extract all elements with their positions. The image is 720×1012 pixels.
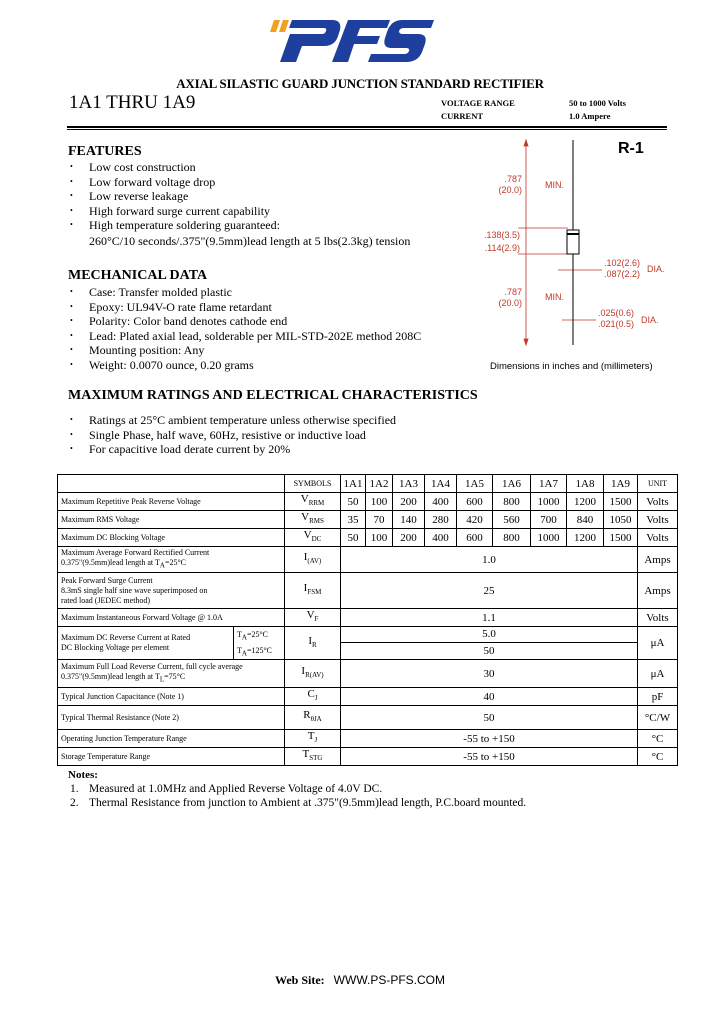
param-symbol: $I_{R(AV)}$	[285, 660, 341, 688]
value-cell: 50	[341, 493, 366, 511]
value-cell: 1500	[604, 493, 638, 511]
unit-cell: Volts	[638, 493, 678, 511]
part-header: 1A9	[604, 475, 638, 493]
table-row	[58, 660, 678, 688]
package-outline-diagram	[470, 130, 710, 350]
value-cell: 50	[341, 529, 366, 547]
param-desc: Maximum Instantaneous Forward Voltage @ 1.0A	[58, 609, 285, 627]
dim-lead-dia-min: .021(0.5)	[598, 319, 635, 329]
value-cell: 200	[393, 529, 425, 547]
value-cell: 200	[393, 493, 425, 511]
unit-cell: Volts	[638, 529, 678, 547]
package-code: R-1	[618, 140, 644, 157]
part-header: 1A3	[393, 475, 425, 493]
param-desc: Maximum Full Load Reverse Current, full cycle average 0.375"(9.5mm)lead length at $T_L=75^\circ C$	[58, 660, 285, 688]
ratings-table	[57, 474, 678, 766]
part-header: 1A1	[341, 475, 366, 493]
value-cell: 40	[341, 688, 638, 706]
features-heading: FEATURES	[68, 144, 142, 159]
unit-cell: μA	[638, 627, 678, 660]
param-symbol: $C_J$	[285, 688, 341, 706]
table-row	[58, 748, 678, 766]
value-cell: 1200	[567, 529, 604, 547]
dim-dia-label-2: DIA.	[641, 315, 659, 325]
value-cell: 1.0	[341, 547, 638, 573]
unit-header: UNIT	[638, 475, 678, 493]
feature-item: 260°C/10 seconds/.375"(9.5mm)lead length at 5 lbs(2.3kg) tension	[89, 233, 411, 248]
dimensions-caption: Dimensions in inches and (millimeters)	[490, 361, 653, 372]
footer	[0, 973, 720, 988]
feature-item: • Low reverse leakage	[68, 189, 410, 204]
mechanical-item: • Lead: Plated axial lead, solderable per MIL-STD-202E method 208C	[68, 329, 421, 344]
header-divider	[67, 126, 667, 128]
dim-dia-label-1: DIA.	[647, 264, 665, 274]
feature-item: • High temperature soldering guaranteed:	[68, 218, 410, 233]
dim-lead-dia-max: .025(0.6)	[598, 308, 635, 318]
param-desc: Typical Junction Capacitance (Note 1)	[58, 688, 285, 706]
current-value: 1.0 Ampere	[569, 111, 611, 121]
dim-body-len-max: .138(3.5)	[483, 230, 520, 240]
param-symbol: $V_{RRM}$	[285, 493, 341, 511]
table-row	[58, 688, 678, 706]
symbols-header: SYMBOLS	[285, 475, 341, 493]
table-row	[58, 609, 678, 627]
param-symbol: $I_R$	[285, 627, 341, 660]
features-list	[68, 160, 410, 249]
value-cell: 50	[341, 706, 638, 730]
mechanical-item: • Polarity: Color band denotes cathode end	[68, 314, 421, 329]
mechanical-heading: MECHANICAL DATA	[68, 268, 208, 283]
unit-cell: Volts	[638, 511, 678, 529]
mechanical-item: • Epoxy: UL94V-O rate flame retardant	[68, 300, 421, 315]
value-cell: 100	[366, 529, 393, 547]
dim-lead-top-mm: (20.0)	[498, 185, 522, 195]
value-cell: 100	[366, 493, 393, 511]
logo-stripes	[270, 20, 289, 32]
value-cell: 400	[425, 493, 457, 511]
condition-item: • Ratings at 25°C ambient temperature unless otherwise specified	[68, 413, 396, 428]
voltage-range-label: VOLTAGE RANGE	[441, 98, 515, 108]
condition-item: • For capacitive load derate current by 20%	[68, 442, 396, 457]
note-number: 1.	[70, 783, 79, 795]
table-row	[58, 493, 678, 511]
param-symbol: $R_{\theta JA}$	[285, 706, 341, 730]
feature-item: • Low cost construction	[68, 160, 410, 175]
dim-lead-bot-min: MIN.	[545, 292, 564, 302]
ratings-heading: MAXIMUM RATINGS AND ELECTRICAL CHARACTERISTICS	[68, 388, 478, 403]
value-cell: 840	[567, 511, 604, 529]
note-text: Thermal Resistance from junction to Ambient at .375"(9.5mm)lead length, P.C.board mounted.	[89, 797, 527, 809]
header-blank	[58, 475, 285, 493]
param-desc: Maximum Average Forward Rectified Current 0.375"(9.5mm)lead length at $T_A=25^\circ C$	[58, 547, 285, 573]
part-range: 1A1 THRU 1A9	[69, 92, 196, 113]
note-number: 2.	[70, 797, 79, 809]
value-cell: 800	[493, 493, 531, 511]
dim-body-len-min: .114(2.9)	[484, 243, 520, 253]
part-header: 1A4	[425, 475, 457, 493]
part-header: 1A7	[531, 475, 567, 493]
value-cell: 1500	[604, 529, 638, 547]
table-row	[58, 627, 678, 660]
unit-cell: μA	[638, 660, 678, 688]
param-desc: Maximum DC Reverse Current at Rated DC Blocking Voltage per element $T_A=25^\circ C$ $T_A=125^\circ C$	[58, 627, 285, 660]
param-desc: Maximum DC Blocking Voltage	[58, 529, 285, 547]
value-cell: 1000	[531, 529, 567, 547]
value-cell: -55 to +150	[341, 730, 638, 748]
table-row	[58, 573, 678, 609]
table-row	[58, 511, 678, 529]
voltage-range-value: 50 to 1000 Volts	[569, 98, 626, 108]
mechanical-list	[68, 285, 421, 373]
value-cell: 1000	[531, 493, 567, 511]
value-cell: 600	[457, 529, 493, 547]
param-symbol: $T_J$	[285, 730, 341, 748]
logo-letter-p	[280, 20, 340, 62]
unit-cell: °C	[638, 748, 678, 766]
value-cell: 280	[425, 511, 457, 529]
param-symbol: $V_F$	[285, 609, 341, 627]
condition-item: • Single Phase, half wave, 60Hz, resistive or inductive load	[68, 428, 396, 443]
value-cell: 700	[531, 511, 567, 529]
value-cell: 600	[457, 493, 493, 511]
part-header: 1A2	[366, 475, 393, 493]
value-cell: 420	[457, 511, 493, 529]
table-row	[58, 547, 678, 573]
part-header: 1A8	[567, 475, 604, 493]
mechanical-item: • Mounting position: Any	[68, 343, 421, 358]
table-header-row	[58, 475, 678, 493]
value-cell: -55 to +150	[341, 748, 638, 766]
mechanical-item: • Case: Transfer molded plastic	[68, 285, 421, 300]
unit-cell: °C/W	[638, 706, 678, 730]
value-cell: 800	[493, 529, 531, 547]
table-row	[58, 529, 678, 547]
param-symbol: $I_{FSM}$	[285, 573, 341, 609]
feature-item: • Low forward voltage drop	[68, 175, 410, 190]
value-cell: 25	[341, 573, 638, 609]
dim-body-dia-max: .102(2.6)	[604, 258, 641, 268]
value-cell: 70	[366, 511, 393, 529]
website-link[interactable]: WWW.PS-PFS.COM	[333, 973, 445, 987]
footer-label: Web Site:	[275, 973, 325, 987]
value-cell: 1.1	[341, 609, 638, 627]
ratings-conditions	[68, 413, 396, 457]
dim-lead-bot-in: .787	[504, 287, 522, 297]
param-desc: Storage Temperature Range	[58, 748, 285, 766]
value-cell: 400	[425, 529, 457, 547]
part-header: 1A6	[493, 475, 531, 493]
dim-lead-top-min: MIN.	[545, 180, 564, 190]
part-header: 1A5	[457, 475, 493, 493]
param-symbol: $V_{DC}$	[285, 529, 341, 547]
param-desc: Maximum RMS Voltage	[58, 511, 285, 529]
unit-cell: Amps	[638, 573, 678, 609]
dim-body-dia-min: .087(2.2)	[604, 269, 641, 279]
value-cell: 5.0 50	[341, 627, 638, 660]
document-title: AXIAL SILASTIC GUARD JUNCTION STANDARD RECTIFIER	[176, 76, 544, 91]
param-desc: Operating Junction Temperature Range	[58, 730, 285, 748]
param-symbol: $I_{(AV)}$	[285, 547, 341, 573]
value-cell: 1200	[567, 493, 604, 511]
unit-cell: Volts	[638, 609, 678, 627]
param-symbol: $V_{RMS}$	[285, 511, 341, 529]
value-cell: 140	[393, 511, 425, 529]
unit-cell: Amps	[638, 547, 678, 573]
unit-cell: pF	[638, 688, 678, 706]
unit-cell: °C	[638, 730, 678, 748]
param-desc: Maximum Repetitive Peak Reverse Voltage	[58, 493, 285, 511]
mechanical-item: • Weight: 0.0070 ounce, 0.20 grams	[68, 358, 421, 373]
param-desc: Peak Forward Surge Current 8.3mS single half sine wave superimposed on rated load (JEDEC method)	[58, 573, 285, 609]
table-row	[58, 730, 678, 748]
value-cell: 30	[341, 660, 638, 688]
value-cell: 35	[341, 511, 366, 529]
notes-heading: Notes:	[68, 769, 98, 781]
dim-lead-bot-mm: (20.0)	[498, 298, 522, 308]
param-desc: Typical Thermal Resistance (Note 2)	[58, 706, 285, 730]
feature-item: • High forward surge current capability	[68, 204, 410, 219]
pfs-logo	[262, 14, 434, 66]
value-cell: 560	[493, 511, 531, 529]
note-text: Measured at 1.0MHz and Applied Reverse Voltage of 4.0V DC.	[89, 783, 383, 795]
ir-conditions: $T_A=25^\circ C$ $T_A=125^\circ C$	[233, 627, 285, 659]
table-row	[58, 706, 678, 730]
current-label: CURRENT	[441, 111, 484, 121]
value-cell: 1050	[604, 511, 638, 529]
param-symbol: $T_{STG}$	[285, 748, 341, 766]
dim-lead-top-in: .787	[504, 174, 522, 184]
